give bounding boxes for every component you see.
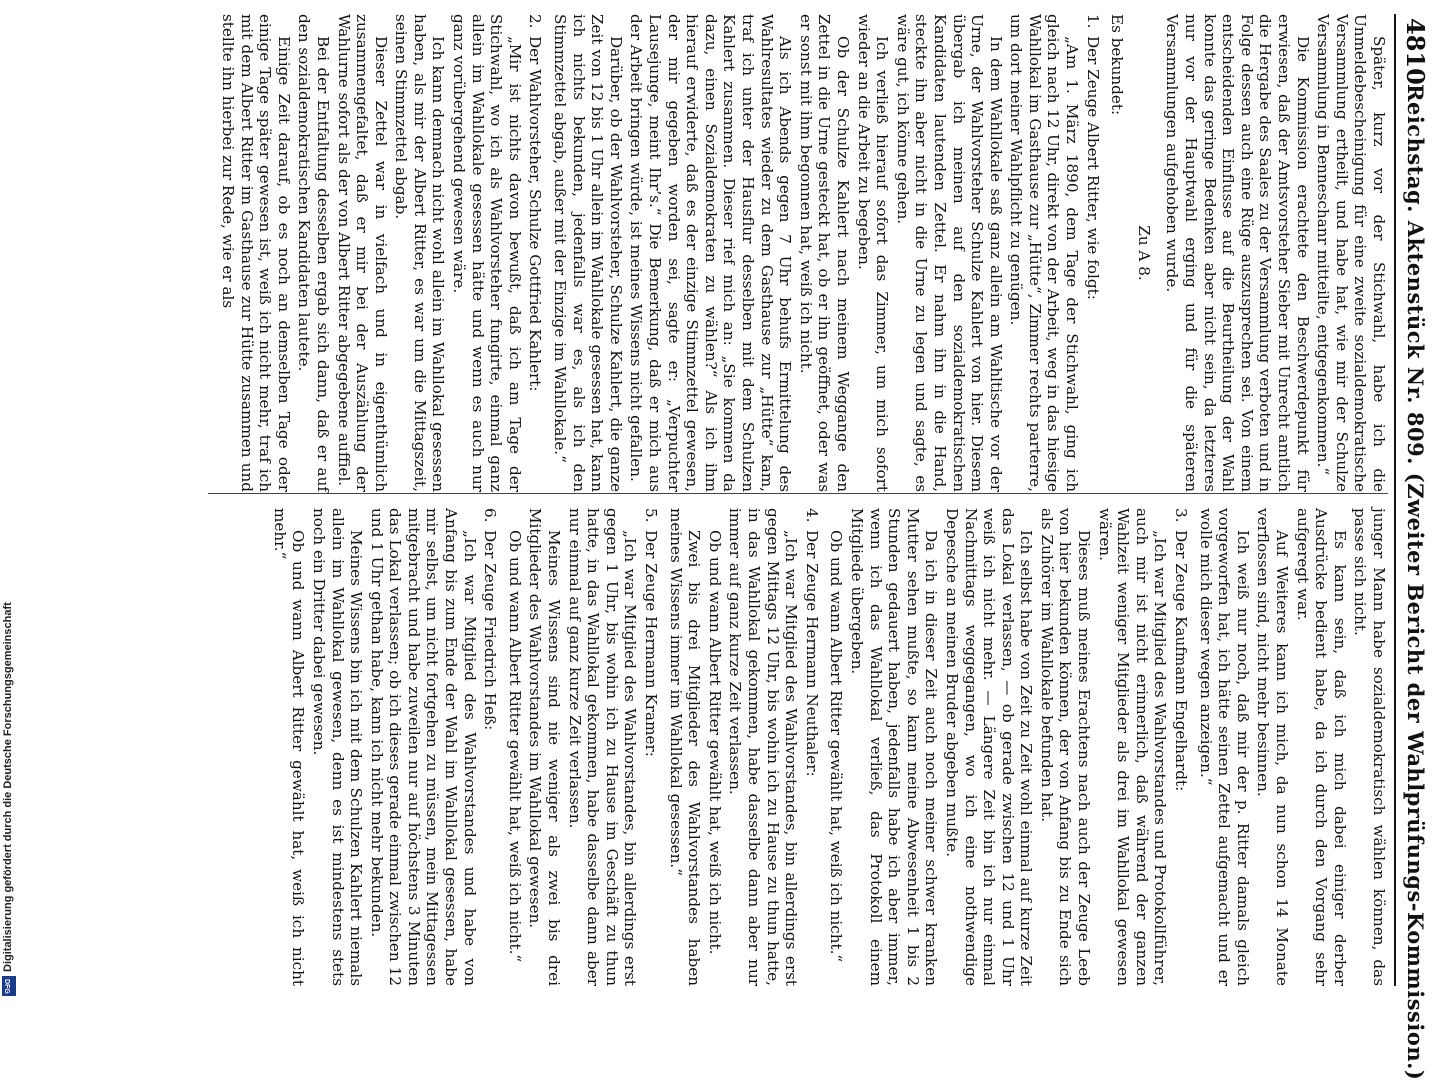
- right-column: [268, 508, 1388, 986]
- item-text: Der Zeuge Albert Ritter, wie folgt:: [1083, 36, 1102, 300]
- item-number: 2.: [526, 14, 545, 29]
- paragraph: In dem Wahllokale saß ganz allein am Wahltische vor der Urne, der Wahlvorsteher Schulze Kahlert von hier. Diesem übergab ich meinen auf den sozialdemokratischen Kandidaten lautenden Zettel. Er nahm ihn in die Hand, steckte ihn aber nicht in die Urne zu legen und sagte, es wäre gut, ich könne gehen.: [893, 14, 1005, 492]
- paragraph: „Ich war Mitglied des Wahlvorstandes und habe von Anfang bis zum Ende der Wahl im Wahllokal gesessen, habe mir selbst, um nicht fortgehen zu müssen, mein Mittagessen mitgebracht und habe zuweilen nur auf höchstens 3 Minuten das Lokal verlassen; ob ich dieses gerade einmal zwischen 12 und 1 Uhr gethan habe, kann ich nicht mehr bekunden.: [367, 508, 479, 986]
- column-separator: [208, 493, 1388, 495]
- paragraph: „Ich war Mitglied des Wahlvorstandes und Protokollführer, auch mir ist nicht erinnerlich, daß während der ganzen Wahlzeit weniger Mitglieder als drei im Wahllokal gewesen wären.: [1095, 508, 1170, 986]
- item-text: Der Zeuge Friedrich Heß:: [481, 530, 500, 731]
- witness-heading: [641, 508, 660, 986]
- left-column: [216, 14, 1388, 492]
- witness-heading: [481, 508, 500, 986]
- paragraph: Ich verließ hierauf sofort das Zimmer, um mich sofort wieder an die Arbeit zu begeben.: [854, 14, 892, 492]
- witness-heading: [802, 508, 821, 986]
- item-number: 1.: [1083, 14, 1102, 29]
- footer-credit: Digitalisierung gefördert durch die Deutsche Forschungsgemeinschaft: [2, 602, 14, 972]
- item-number: 6.: [481, 508, 500, 523]
- paragraph: Ich selbst habe von Zeit zu Zeit wohl einmal auf kurze Zeit das Lokal verlassen, — ob gerade zwischen 12 und 1 Uhr weiß ich nicht mehr. — Längere Zeit bin ich nur einmal Nachmittags weggegangen, wo ich eine nothwendige Depesche an meinen Bruder abgeben mußte.: [942, 508, 1036, 986]
- paragraph: Meines Wissens sind nie weniger als zwei bis drei Mitglieder des Wahlvorstandes im Wahllokal gewesen.: [526, 508, 564, 986]
- item-text: Der Zeuge Kaufmann Engelhardt:: [1172, 530, 1191, 792]
- item-text: Der Zeuge Hermann Kramer:: [642, 530, 661, 757]
- paragraph: Dieses muß meines Erachtens nach auch der Zeuge Leeb von hier bekunden können, der von Anfang bis zu Ende sich als Zuhörer im Wahllokale befunden hat.: [1037, 508, 1094, 986]
- paragraph: Einige Zeit darauf, ob es noch an demselben Tage oder einige Tage später gewesen ist, weiß ich nicht mehr, traf ich mit dem Albert Ritter im Gasthause zur Hütte zusammen und stellte ihn hierbei zur Rede, wie er als: [218, 14, 293, 492]
- paragraph: Ob und wann Albert Ritter gewählt hat, weiß ich nicht.“: [827, 530, 846, 963]
- item-number: 3.: [1172, 508, 1191, 523]
- paragraph: Später, kurz vor der Stichwahl, habe ich die Unmeldebescheinigung für eine zweite sozialdemokratische Versammlung ertheilt, und habe hat, wie mir der Schulze Versammlung in Benneschanr mitteilte, entgegenkommen.“: [1314, 14, 1388, 492]
- paragraph: Ob und wann Albert Ritter gewählt hat, weiß ich nicht.: [705, 530, 724, 955]
- paragraph: Bei der Entfaltung desselben ergab sich dann, daß er auf den sozialdemokratischen Kandidaten lautete.: [295, 14, 332, 492]
- paragraph: „Ich war Mitglied des Wahlvorstandes, bin allerdings erst gegen 1 Uhr, bis wohin ich zu Hause im Geschäft zu thun hatte, in das Wahllokal gekommen, habe dasselbe dann aber nur einmal auf ganz kurze Zeit verlassen.: [565, 508, 640, 986]
- paragraph: Als ich Abends gegen 7 Uhr behufs Ermittelung des Wahlresultates wieder zu dem Gasthause zur „Hütte“ kam, traf ich unter der Hausflur desselben mit dem Schulzen Kahlert zusammen. Dieser rief mich an: „Sie kommen da dazu, einen Sozialdemokraten zu wählen?“ Als ich ihm hierauf erwiderte, daß es der einzige Stimmzettel gewesen, der mir gegeben worden sei, sagte er: „Verpuchter Lausejunge, meint Ihr’s.“ Die Bemerkung, daß er mich aus der Arbeit bringen würde, ist meines Wissens nicht gefallen.: [627, 14, 795, 492]
- paragraph: Zwei bis drei Mitglieder des Wahlvorstandes haben meines Wissens immer im Wahllokal gesessen.“: [666, 508, 704, 986]
- item-text: Der Zeuge Hermann Neuthaler:: [802, 530, 821, 777]
- digitization-footer: [0, 0, 18, 1000]
- witness-heading: [1171, 508, 1190, 986]
- paragraph: Es bekundet:: [1108, 14, 1127, 116]
- paragraph: Ob und wann Albert Ritter gewählt hat, weiß ich nicht mehr.“: [270, 508, 308, 986]
- page-number: 4810: [1401, 18, 1430, 85]
- paragraph: junger Mann habe sozialdemokratisch wählen können, das passe sich nicht.: [1351, 508, 1388, 986]
- paragraph: Da ich in dieser Zeit auch noch meiner schwer kranken Mutter sehen mußte, so kann meine Abwesenheit 1 bis 2 Stunden gedauert haben, jedenfalls habe ich aber immer, wenn ich das Wahllokal verließ, das Protokoll einem Mitgliede übergeben.: [847, 508, 941, 986]
- dfg-logo: DFG: [2, 976, 16, 996]
- paragraph: Ob und wann Albert Ritter gewählt hat, weiß ich nicht.“: [505, 530, 524, 963]
- paragraph: Ich weiß nur noch, daß mir der p. Ritter damals gleich vorgeworfen hat, ich hätte seinen Zettel aufgemacht und er wolle mich dieser wegen anzeigen.“: [1196, 508, 1252, 986]
- page-header: [1398, 0, 1432, 1080]
- item-text: Der Wahlvorsteher, Schulze Gottfried Kahlert:: [526, 36, 545, 392]
- witness-heading: [1083, 14, 1102, 492]
- header-rule: [1394, 14, 1396, 986]
- paragraph: „Am 1. März 1890, dem Tage der Stichwahl, ging ich gleich nach 12 Uhr, direkt von der Arbeit, weg in das hiesige Wahllokal im Gasthause zur „Hütte“, Zimmer rechts parterre, um dort meiner Wahlpflicht zu genügen.: [1007, 14, 1082, 492]
- paragraph: Es kann sein, daß ich mich dabei einiger derber Ausdrücke bedient habe, da ich durch den Vorgang sehr aufgeregt war.: [1293, 508, 1349, 986]
- paragraph: „Ich war Mitglied des Wahlvorstandes, bin allerdings erst gegen Mittags 12 Uhr, bis wohin ich zu Hause zu thun hatte, in das Wahllokal gekommen, habe dasselbe dann aber nur immer auf ganz kurze Zeit verlassen.: [726, 508, 801, 986]
- paragraph: Ob der Schulze Kahlert nach meinem Weggange den Zettel in die Urne gesteckt hat, ob er ihn geöffnet, oder was er sonst mit ihm begonnen hat, weiß ich nicht.: [796, 14, 852, 492]
- paragraph: „Mir ist nichts davon bewußt, daß ich am Tage der Stichwahl, wo ich als Wahlvorsteher fungirte, einmal ganz allein im Wahllokale gesessen hätte und wenn es auch nur ganz vorübergehend gewesen wäre.: [450, 14, 524, 492]
- paragraph: Darüber, ob der Wahlvorsteher, Schulze Kahlert, die ganze Zeit von 12 bis 1 Uhr allein im Wahllokale gesessen hat, kann ich nichts bekunden, jedenfalls war es, als ich den Stimmzettel abgab, außer mit der Einzige im Wahllokale.“: [551, 14, 625, 492]
- item-number: 4.: [802, 508, 821, 523]
- item-number: 5.: [642, 508, 661, 523]
- paragraph: Dieser Zettel war in vielfach und in eigenthümlich zusammengefaltet, daß er mir bei der Auszählung der Wahlurne sofort als der von Albert Ritter abgegebene auffiel.: [334, 14, 390, 492]
- paragraph: Ich kann demnach nicht wohl allein im Wahllokal gesessen haben, als mir der Albert Ritter, es war um die Mittagszeit, seinen Stimmzettel abgab.: [392, 14, 448, 492]
- paragraph: Die Kommission erachtete den Beschwerdepunkt für erwiesen, daß der Amtsvorsteher Sieber mit Unrecht amtlich die Hergabe des Saales zu der Versammlung verboten und in Folge dessen auch eine Rüge auszusprechen sei. Von einem entscheidenden Einflusse auf die Beurtheilung der Wahl konnte das geringe Bedenken aber nicht sein, da letzteres nur vor der Hauptwahl erging und für die späteren Versammlungen aufgehoben wurde.: [1163, 14, 1312, 492]
- paragraph: Meines Wissens bin ich mit dem Schulzen Kahlert niemals allein im Wahllokal gewesen, denn es ist mindestens stets noch ein Dritter dabei gewesen.: [309, 508, 366, 986]
- paragraph: Auf Weiteres kann ich mich, da nun schon 14 Monate verflossen sind, nicht mehr besinnen.: [1254, 508, 1292, 986]
- page-title: Reichstag. Aktenstück Nr. 809. (Zweiter Bericht der Wahlprüfungs-Kommission.): [1403, 84, 1428, 1080]
- witness-heading: [526, 14, 545, 492]
- section-heading: Zu A 8.: [1134, 225, 1153, 281]
